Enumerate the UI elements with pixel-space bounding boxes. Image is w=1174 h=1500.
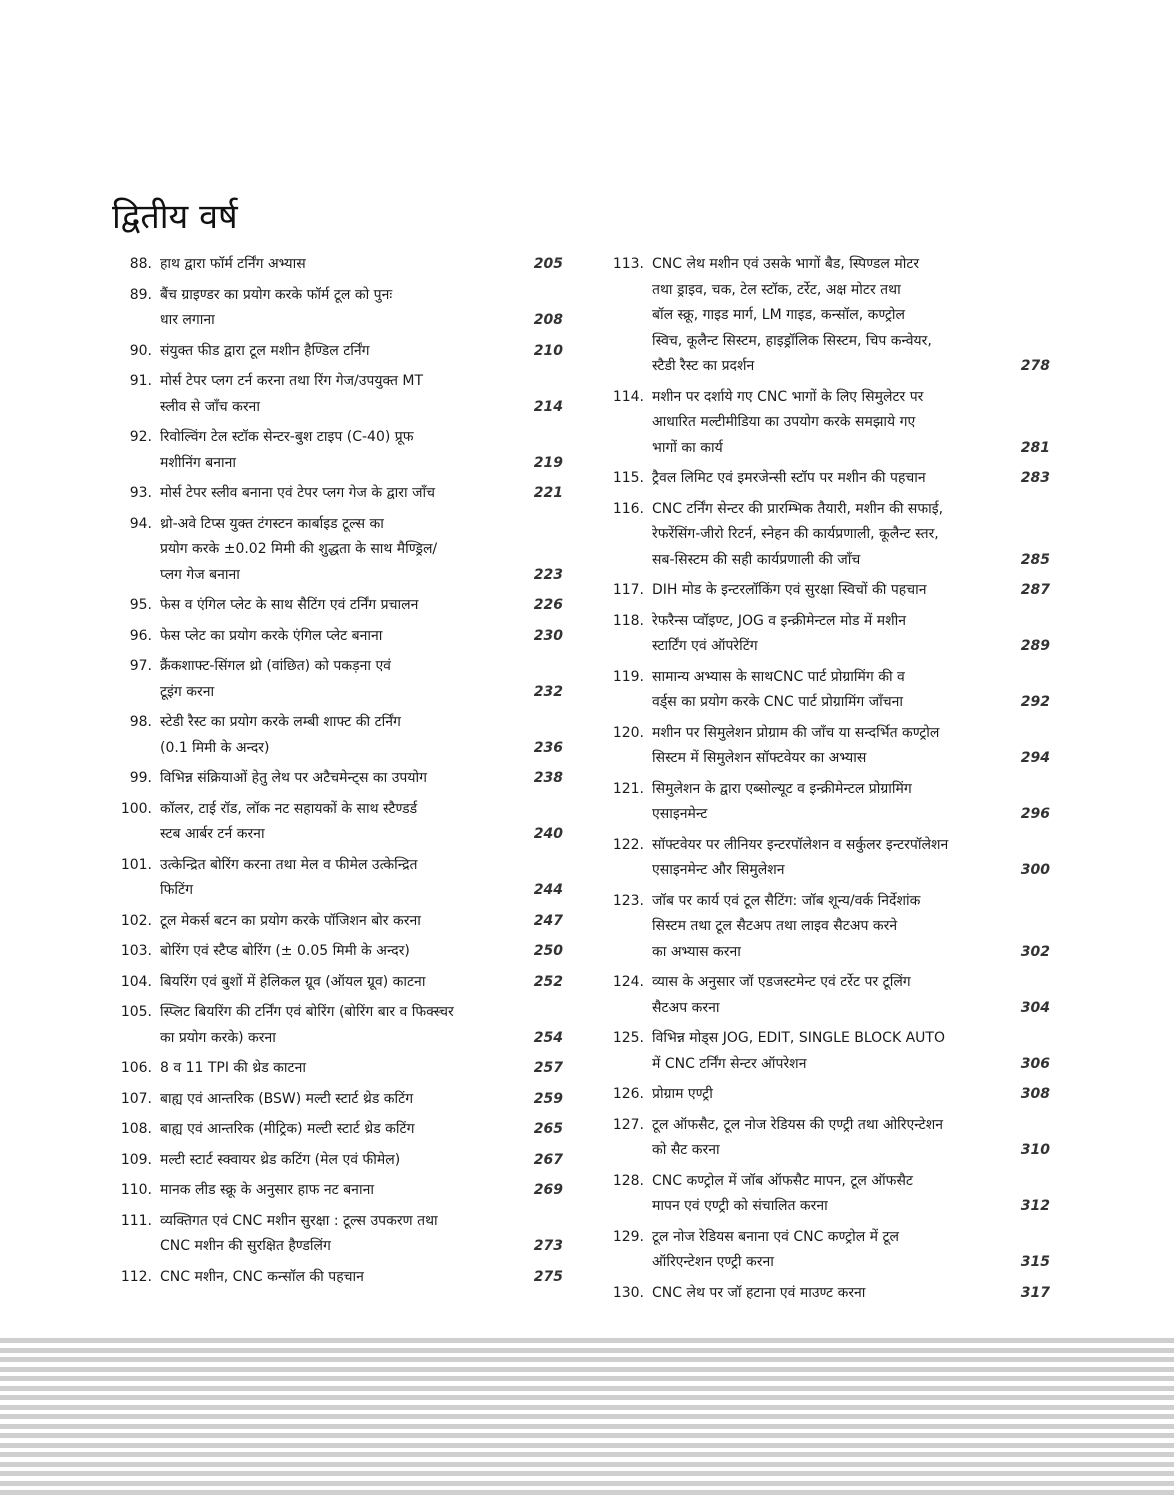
entry-number: 114. — [612, 388, 644, 405]
page-number: 221 — [533, 485, 563, 501]
page-number: 281 — [1020, 439, 1050, 456]
entry-number: 115. — [612, 470, 644, 486]
entry-title — [160, 970, 515, 996]
entry-number: 105. — [120, 1004, 152, 1020]
toc-entry — [112, 481, 567, 507]
toc-entry — [604, 833, 1054, 884]
entry-number: 102. — [120, 912, 152, 929]
stripe — [0, 1386, 1174, 1391]
entry-number: 98. — [129, 714, 152, 730]
entry-number: 108. — [120, 1121, 152, 1137]
toc-entry — [112, 853, 567, 904]
entry-number: 93. — [129, 485, 152, 501]
entry-title-line: रेफरेंसिंग-जीरो रिटर्न, स्नेहन की कार्यप्रणाली, कूलैन्ट स्तर, — [652, 526, 939, 542]
entry-title-line: कॉलर, टाई रॉड, लॉक नट सहायकों के साथ स्टैण्डर्ड — [160, 800, 418, 817]
stripe — [0, 1405, 1174, 1410]
entry-title — [160, 624, 515, 650]
entry-title — [652, 385, 1002, 462]
entry-number: 112. — [120, 1268, 152, 1285]
entry-number: 110. — [120, 1182, 152, 1198]
entry-number: 95. — [129, 597, 152, 613]
toc-left-column — [112, 252, 567, 1295]
entry-number: 99. — [129, 770, 152, 786]
page-number: 259 — [533, 1090, 563, 1107]
stripe — [0, 1395, 1174, 1400]
entry-title-line: टूल ऑफसैट, टूल नोज रेडियस की एण्ट्री तथा ओरिएन्टेशन — [652, 1116, 944, 1133]
toc-entry — [112, 1265, 567, 1291]
entry-title-line: मोर्स टेपर स्लीव बनाना एवं टेपर प्लग गेज के द्वारा जाँच — [160, 485, 435, 501]
page-number: 308 — [1020, 1086, 1050, 1102]
page-number: 310 — [1020, 1142, 1050, 1158]
toc-right-column — [604, 252, 1054, 1311]
entry-number: 88. — [129, 256, 152, 272]
entry-number: 120. — [612, 724, 644, 741]
entry-number: 100. — [120, 800, 152, 817]
page-number: 236 — [533, 739, 563, 756]
page-number: 240 — [533, 826, 563, 842]
entry-title — [652, 1082, 1002, 1108]
entry-title-line: मानक लीड स्क्रू के अनुसार हाफ नट बनाना — [160, 1182, 374, 1198]
entry-number: 111. — [120, 1212, 152, 1229]
entry-number: 124. — [612, 974, 644, 990]
page-number: 230 — [533, 627, 563, 644]
page-number: 317 — [1020, 1284, 1050, 1301]
entry-title — [652, 777, 1002, 828]
entry-title-line: CNC कण्ट्रोल में जॉब ऑफसैट मापन, टूल ऑफसैट — [652, 1172, 913, 1189]
entry-number: 127. — [612, 1116, 644, 1133]
toc-entry — [604, 1281, 1054, 1307]
entry-title-line: बियरिंग एवं बुशों में हेलिकल ग्रूव (ऑयल ग्रूव) काटना — [160, 973, 426, 990]
page-number: 257 — [533, 1060, 563, 1076]
entry-title-line: टूइंग करना — [160, 683, 215, 700]
toc-entry — [112, 797, 567, 848]
toc-entry — [112, 369, 567, 420]
entry-title-line: फेस व एंगिल प्लेट के साथ सैटिंग एवं टर्निंग प्रचालन — [160, 597, 419, 613]
entry-title-line: सब-सिस्टम की सही कार्यप्रणाली की जाँच — [652, 551, 861, 568]
entry-title-line: ट्रैवल लिमिट एवं इमरजेन्सी स्टॉप पर मशीन की पहचान — [652, 470, 926, 486]
page-number: 238 — [533, 770, 563, 786]
entry-title — [160, 1087, 515, 1113]
entry-title-line: स्लीव से जाँच करना — [160, 398, 260, 415]
entry-title-line: बोरिंग एवं स्टैप्ड बोरिंग (± 0.05 मिमी के अन्दर) — [160, 943, 410, 959]
entry-title-line: रिवोल्विंग टेल स्टॉक सेन्टर-बुश टाइप (C-40) प्रूफ — [160, 429, 414, 445]
page-number: 254 — [533, 1029, 563, 1046]
entry-number: 117. — [612, 582, 644, 598]
toc-entry — [112, 1117, 567, 1143]
page-number: 214 — [533, 398, 563, 415]
page-number: 278 — [1020, 358, 1050, 374]
entry-title-line: बॉल स्क्रू, गाइड मार्ग, LM गाइड, कन्सॉल, कण्ट्रोल — [652, 307, 906, 323]
entry-title-line: बैंच ग्राइण्डर का प्रयोग करके फॉर्म टूल को पुनः — [160, 286, 393, 303]
page-number: 285 — [1020, 551, 1050, 568]
entry-number: 119. — [612, 668, 644, 685]
entry-title — [160, 369, 515, 420]
page-number: 210 — [533, 342, 563, 359]
entry-title — [160, 1056, 515, 1082]
toc-entry — [604, 1026, 1054, 1077]
entry-title-line: व्यक्तिगत एवं CNC मशीन सुरक्षा : टूल्स उपकरण तथा — [160, 1212, 438, 1229]
page-number: 289 — [1020, 638, 1050, 654]
toc-entry — [604, 970, 1054, 1021]
page-number: 223 — [533, 566, 563, 583]
entry-title-line: फेस प्लेट का प्रयोग करके एंगिल प्लेट बनाना — [160, 627, 383, 644]
entry-title-line: टूल नोज रेडियस बनाना एवं CNC कण्ट्रोल में टूल — [652, 1228, 900, 1245]
entry-title-line: मोर्स टेपर प्लग टर्न करना तथा रिंग गेज/उपयुक्त MT — [160, 373, 424, 389]
entry-title — [160, 1000, 515, 1051]
entry-number: 106. — [120, 1060, 152, 1076]
toc-entry — [112, 766, 567, 792]
page-number: 300 — [1020, 862, 1050, 878]
entry-title-line: व्यास के अनुसार जॉ एडजस्टमेन्ट एवं टर्रेट पर टूलिंग — [652, 974, 911, 990]
entry-title-line: स्टार्टिंग एवं ऑपरेटिंग — [652, 638, 758, 654]
entry-number: 125. — [612, 1030, 644, 1046]
entry-title-line: विभिन्न मोड्स JOG, EDIT, SINGLE BLOCK AUTO — [652, 1030, 945, 1046]
stripe — [0, 1471, 1174, 1476]
section-title: द्वितीय वर्ष — [112, 197, 238, 237]
entry-title-line: प्रयोग करके ±0.02 मिमी की शुद्धता के साथ मैण्ड्रिल/ — [160, 541, 438, 557]
decorative-stripes — [0, 1338, 1174, 1500]
entry-title-line: सॉफ्टवेयर पर लीनियर इन्टरपॉलेशन व सर्कुलर इन्टरपॉलेशन — [652, 836, 949, 853]
stripe — [0, 1357, 1174, 1362]
page-number: 275 — [533, 1268, 563, 1285]
page-number: 208 — [533, 312, 563, 328]
toc-entry — [604, 385, 1054, 462]
page-number: 287 — [1020, 582, 1050, 598]
entry-number: 109. — [120, 1151, 152, 1168]
entry-title-line: CNC मशीन की सुरक्षित हैण्डलिंग — [160, 1238, 331, 1254]
entry-title — [652, 665, 1002, 716]
entry-title-line: में CNC टर्निंग सेन्टर ऑपरेशन — [652, 1055, 807, 1072]
toc-entry — [112, 710, 567, 761]
toc-entry — [112, 624, 567, 650]
stripe — [0, 1414, 1174, 1419]
toc-entry — [112, 1087, 567, 1113]
entry-title-line: मशीन पर सिमुलेशन प्रोग्राम की जाँच या सन्दर्भित कण्ट्रोल — [652, 724, 940, 741]
page-number: 247 — [533, 912, 563, 929]
entry-title-line: CNC लेथ मशीन एवं उसके भागों बैड, स्पिण्डल मोटर — [652, 256, 920, 272]
stripe — [0, 1348, 1174, 1353]
entry-title-line: रेफरैन्स प्वॉइण्ट, JOG व इन्क्रीमेन्टल मोड में मशीन — [652, 612, 906, 629]
page-number: 315 — [1020, 1254, 1050, 1270]
stripe — [0, 1490, 1174, 1495]
toc-entry — [604, 721, 1054, 772]
entry-title — [652, 252, 1002, 380]
page-number: 252 — [533, 973, 563, 990]
entry-number: 129. — [612, 1228, 644, 1245]
entry-title-line: फिटिंग — [160, 882, 193, 898]
entry-title-line: एसाइनमेन्ट और सिमुलेशन — [652, 862, 785, 878]
entry-title-line: बाह्य एवं आन्तरिक (मीट्रिक) मल्टी स्टार्ट थ्रेड कटिंग — [160, 1121, 415, 1137]
entry-number: 96. — [129, 627, 152, 644]
entry-title-line: धार लगाना — [160, 312, 215, 328]
entry-title — [160, 1265, 515, 1291]
entry-title-line: सिमुलेशन के द्वारा एब्सोल्यूट व इन्क्रीमेन्टल प्रोग्रामिंग — [652, 780, 912, 797]
toc-entry — [604, 252, 1054, 380]
page-number: 302 — [1020, 943, 1050, 960]
entry-title-line: सामान्य अभ्यास के साथCNC पार्ट प्रोग्रामिंग की व — [652, 668, 905, 685]
entry-title-line: हाथ द्वारा फॉर्म टर्निंग अभ्यास — [160, 256, 306, 272]
entry-title — [160, 1117, 515, 1143]
toc-entry — [112, 283, 567, 334]
entry-title — [160, 939, 515, 965]
toc-entry — [604, 777, 1054, 828]
toc-entry — [112, 654, 567, 705]
page-number: 205 — [533, 256, 563, 272]
entry-title — [160, 339, 515, 365]
toc-entry — [112, 252, 567, 278]
entry-title-line: मल्टी स्टार्ट स्क्वायर थ्रेड कटिंग (मेल एवं फीमेल) — [160, 1151, 401, 1168]
page-number: 232 — [533, 683, 563, 700]
entry-title-line: स्टब आर्बर टर्न करना — [160, 826, 265, 842]
toc-entry — [604, 609, 1054, 660]
entry-title-line: स्टैडी रैस्ट का प्रदर्शन — [652, 358, 755, 374]
toc-entry — [112, 939, 567, 965]
entry-number: 101. — [120, 856, 152, 873]
toc-entry — [604, 466, 1054, 492]
page-number: 219 — [533, 454, 563, 471]
entry-title-line: संयुक्त फीड द्वारा टूल मशीन हैण्डिल टर्निंग — [160, 342, 370, 359]
entry-title — [652, 970, 1002, 1021]
entry-title — [652, 1225, 1002, 1276]
page-number: 312 — [1020, 1198, 1050, 1214]
entry-title-line: विभिन्न संक्रियाओं हेतु लेथ पर अटैचमेन्ट्स का उपयोग — [160, 770, 427, 786]
stripe — [0, 1452, 1174, 1457]
entry-title-line: का अभ्यास करना — [652, 943, 741, 960]
entry-number: 107. — [120, 1090, 152, 1107]
entry-number: 122. — [612, 836, 644, 853]
toc-entry — [112, 909, 567, 935]
entry-title — [652, 721, 1002, 772]
entry-title-line: स्विच, कूलैन्ट सिस्टम, हाइड्रॉलिक सिस्टम, चिप कन्वेयर, — [652, 332, 932, 349]
entry-title-line: तथा ड्राइव, चक, टेल स्टॉक, टर्रेट, अक्ष मोटर तथा — [652, 281, 901, 298]
entry-title-line: सिस्टम में सिमुलेशन सॉफ्टवेयर का अभ्यास — [652, 750, 867, 766]
entry-number: 130. — [612, 1284, 644, 1301]
page-number: 226 — [533, 597, 563, 613]
entry-number: 118. — [612, 612, 644, 629]
entry-title-line: थ्रो-अवे टिप्स युक्त टंगस्टन कार्बाइड टूल्स का — [160, 515, 384, 532]
page-number: 265 — [533, 1121, 563, 1137]
toc-entry — [604, 1225, 1054, 1276]
entry-title-line: क्रैंकशाफ्ट-सिंगल थ्रो (वांछित) को पकड़ना एवं — [160, 658, 391, 674]
entry-title — [160, 654, 515, 705]
entry-title — [160, 425, 515, 476]
toc-entry — [604, 665, 1054, 716]
entry-title — [652, 1026, 1002, 1077]
entry-title — [160, 853, 515, 904]
stripe — [0, 1338, 1174, 1343]
entry-number: 116. — [612, 500, 644, 517]
page-number: 296 — [1020, 806, 1050, 822]
entry-title — [652, 1113, 1002, 1164]
page-number: 250 — [533, 943, 563, 959]
page-number: 273 — [533, 1238, 563, 1254]
entry-title — [160, 481, 515, 507]
toc-entry — [604, 889, 1054, 966]
entry-title — [160, 512, 515, 589]
entry-title-line: CNC मशीन, CNC कन्सॉल की पहचान — [160, 1268, 364, 1285]
entry-title — [652, 497, 1002, 574]
entry-title-line: ऑरिएन्टेशन एण्ट्री करना — [652, 1254, 774, 1270]
page-number: 306 — [1020, 1055, 1050, 1072]
entry-title-line: मशीनिंग बनाना — [160, 454, 237, 471]
entry-title-line: भागों का कार्य — [652, 439, 723, 456]
entry-title-line: स्प्लिट बियरिंग की टर्निंग एवं बोरिंग (बोरिंग बार व फिक्स्चर — [160, 1004, 454, 1020]
toc-entry — [112, 1209, 567, 1260]
entry-number: 90. — [129, 342, 152, 359]
toc-entry — [112, 1178, 567, 1204]
entry-title — [160, 593, 515, 619]
stripe — [0, 1481, 1174, 1486]
entry-title-line: उत्केन्द्रित बोरिंग करना तथा मेल व फीमेल उत्केन्द्रित — [160, 856, 418, 873]
entry-title-line: को सैट करना — [652, 1142, 720, 1158]
entry-title-line: प्लग गेज बनाना — [160, 566, 240, 583]
entry-title-line: स्टेडी रैस्ट का प्रयोग करके लम्बी शाफ्ट की टर्निंग — [160, 714, 401, 730]
stripe — [0, 1433, 1174, 1438]
entry-title-line: का प्रयोग करके) करना — [160, 1029, 276, 1046]
entry-number: 104. — [120, 973, 152, 990]
stripe — [0, 1367, 1174, 1372]
entry-title-line: बाह्य एवं आन्तरिक (BSW) मल्टी स्टार्ट थ्रेड कटिंग — [160, 1090, 414, 1107]
entry-title-line: जॉब पर कार्य एवं टूल सैटिंग: जॉब शून्य/वर्क निर्देशांक — [652, 892, 921, 909]
entry-title-line: 8 व 11 TPI की थ्रेड काटना — [160, 1060, 306, 1076]
entry-title — [160, 1148, 515, 1174]
toc-entry — [112, 339, 567, 365]
entry-number: 97. — [129, 658, 152, 674]
stripe — [0, 1462, 1174, 1467]
entry-number: 89. — [129, 286, 152, 303]
toc-entry — [112, 1000, 567, 1051]
toc-entry — [604, 1082, 1054, 1108]
entry-title — [160, 909, 515, 935]
entry-title — [652, 889, 1002, 966]
page-number: 292 — [1020, 694, 1050, 710]
entry-title — [160, 283, 515, 334]
entry-number: 126. — [612, 1086, 644, 1102]
entry-number: 103. — [120, 943, 152, 959]
entry-title — [652, 609, 1002, 660]
entry-title-line: CNC टर्निंग सेन्टर की प्रारम्भिक तैयारी, मशीन की सफाई, — [652, 500, 944, 517]
stripe — [0, 1443, 1174, 1448]
stripe — [0, 1424, 1174, 1429]
entry-title-line: सिस्टम तथा टूल सैटअप तथा लाइव सैटअप करने — [652, 918, 898, 934]
entry-number: 92. — [129, 429, 152, 445]
page-number: 283 — [1020, 470, 1050, 486]
toc-entry — [604, 1113, 1054, 1164]
stripe — [0, 1376, 1174, 1381]
entry-title — [652, 1169, 1002, 1220]
entry-title — [160, 710, 515, 761]
entry-title — [652, 466, 1002, 492]
entry-title-line: टूल मेकर्स बटन का प्रयोग करके पॉजिशन बोर करना — [160, 912, 421, 929]
entry-title-line: आधारित मल्टीमीडिया का उपयोग करके समझाये गए — [652, 414, 916, 430]
entry-number: 121. — [612, 780, 644, 797]
page-number: 294 — [1020, 750, 1050, 766]
toc-entry — [604, 497, 1054, 574]
entry-title-line: DIH मोड के इन्टरलॉकिंग एवं सुरक्षा स्विचों की पहचान — [652, 582, 927, 598]
page-number: 269 — [533, 1182, 563, 1198]
toc-entry — [604, 1169, 1054, 1220]
entry-title — [652, 833, 1002, 884]
entry-title-line: (0.1 मिमी के अन्दर) — [160, 739, 270, 756]
entry-number: 94. — [129, 515, 152, 532]
entry-title — [160, 1178, 515, 1204]
entry-title-line: प्रोग्राम एण्ट्री — [652, 1086, 713, 1102]
entry-title-line: CNC लेथ पर जॉ हटाना एवं माउण्ट करना — [652, 1284, 866, 1301]
page-number: 304 — [1020, 999, 1050, 1016]
page-number: 244 — [533, 882, 563, 898]
entry-title — [160, 797, 515, 848]
entry-title-line: सैटअप करना — [652, 999, 720, 1016]
entry-number: 128. — [612, 1172, 644, 1189]
entry-title — [652, 1281, 1002, 1307]
toc-entry — [112, 1056, 567, 1082]
entry-number: 123. — [612, 892, 644, 909]
entry-title — [652, 578, 1002, 604]
entry-title-line: मशीन पर दर्शाये गए CNC भागों के लिए सिमुलेटर पर — [652, 388, 924, 405]
toc-entry — [112, 970, 567, 996]
entry-title-line: वर्ड्स का प्रयोग करके CNC पार्ट प्रोग्रामिंग जाँचना — [652, 694, 904, 710]
entry-number: 91. — [129, 373, 152, 389]
toc-entry — [112, 593, 567, 619]
toc-entry — [112, 512, 567, 589]
entry-title-line: एसाइनमेन्ट — [652, 806, 708, 822]
entry-title — [160, 766, 515, 792]
entry-title — [160, 1209, 515, 1260]
entry-title — [160, 252, 515, 278]
toc-entry — [112, 425, 567, 476]
page-number: 267 — [533, 1151, 563, 1168]
entry-title-line: मापन एवं एण्ट्री को संचालित करना — [652, 1198, 828, 1214]
toc-entry — [604, 578, 1054, 604]
toc-entry — [112, 1148, 567, 1174]
entry-number: 113. — [612, 256, 644, 272]
